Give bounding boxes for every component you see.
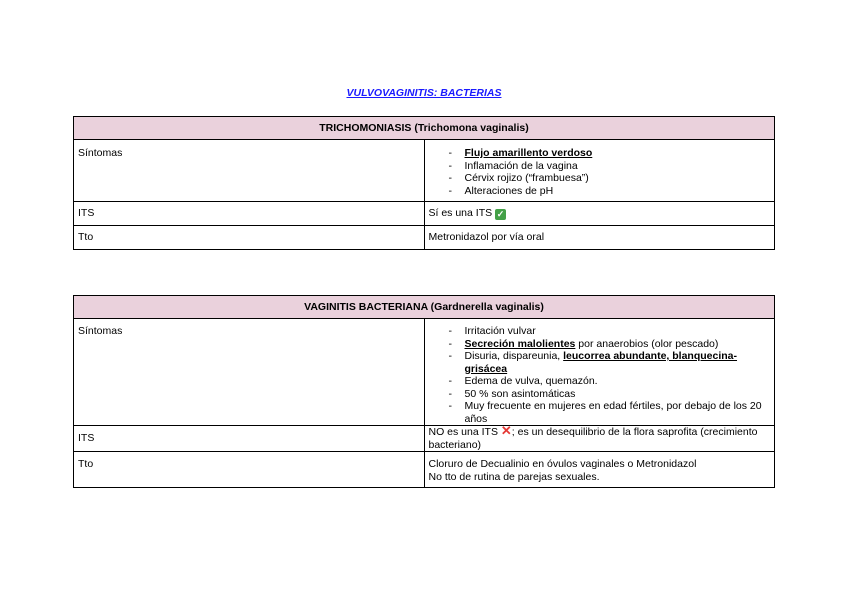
trichomoniasis-table — [73, 116, 775, 250]
list-item: - Edema de vulva, quemazón. — [449, 375, 771, 388]
tto-line: No tto de rutina de parejas sexuales. — [428, 470, 600, 483]
tto-line: Cloruro de Decualinio en óvulos vaginales o Metronidazol — [428, 458, 697, 470]
its-label: ITS — [74, 426, 425, 452]
list-item: - Muy frecuente en mujeres en edad fértiles, por debajo de los 20 años — [449, 400, 771, 425]
document-title: VULVOVAGINITIS: BACTERIAS — [346, 87, 502, 99]
check-mark-icon: ✓ — [496, 209, 505, 219]
its-cell: Sí es una ITS ✓ — [424, 202, 775, 226]
list-item: - Cérvix rojizo (“frambuesa”) — [449, 172, 771, 185]
its-cell: NO es una ITS ✕; es un desequilibrio de la flora saprofita (crecimiento bacteriano) — [424, 426, 775, 452]
vaginitis-header: VAGINITIS BACTERIANA (Gardnerella vaginalis) — [74, 296, 775, 319]
sintomas-label: Síntomas — [74, 319, 425, 426]
sintomas-cell — [424, 319, 775, 426]
list-item: - Flujo amarillento verdoso — [449, 147, 771, 160]
symptom-list — [429, 147, 771, 197]
sintomas-cell — [424, 140, 775, 202]
list-item: - Inflamación de la vagina — [449, 160, 771, 173]
tto-label: Tto — [74, 452, 425, 488]
list-item: - Secreción malolientes por anaerobios (olor pescado) — [449, 338, 771, 351]
tto-label: Tto — [74, 226, 425, 250]
list-item: - 50 % son asintomáticas — [449, 388, 771, 401]
sintomas-label: Síntomas — [74, 140, 425, 202]
vaginitis-table — [73, 295, 775, 488]
its-label: ITS — [74, 202, 425, 226]
list-item: - Disuria, dispareunia, leucorrea abundante, blanquecina-grisácea — [449, 350, 771, 375]
list-item: - Irritación vulvar — [449, 325, 771, 338]
tto-cell: Metronidazol por vía oral — [424, 226, 775, 250]
trichomoniasis-header: TRICHOMONIASIS (Trichomona vaginalis) — [74, 117, 775, 140]
cross-mark-icon: ✕ — [500, 423, 512, 438]
list-item: - Alteraciones de pH — [449, 185, 771, 198]
symptom-list — [429, 325, 771, 425]
tto-cell — [424, 452, 775, 488]
